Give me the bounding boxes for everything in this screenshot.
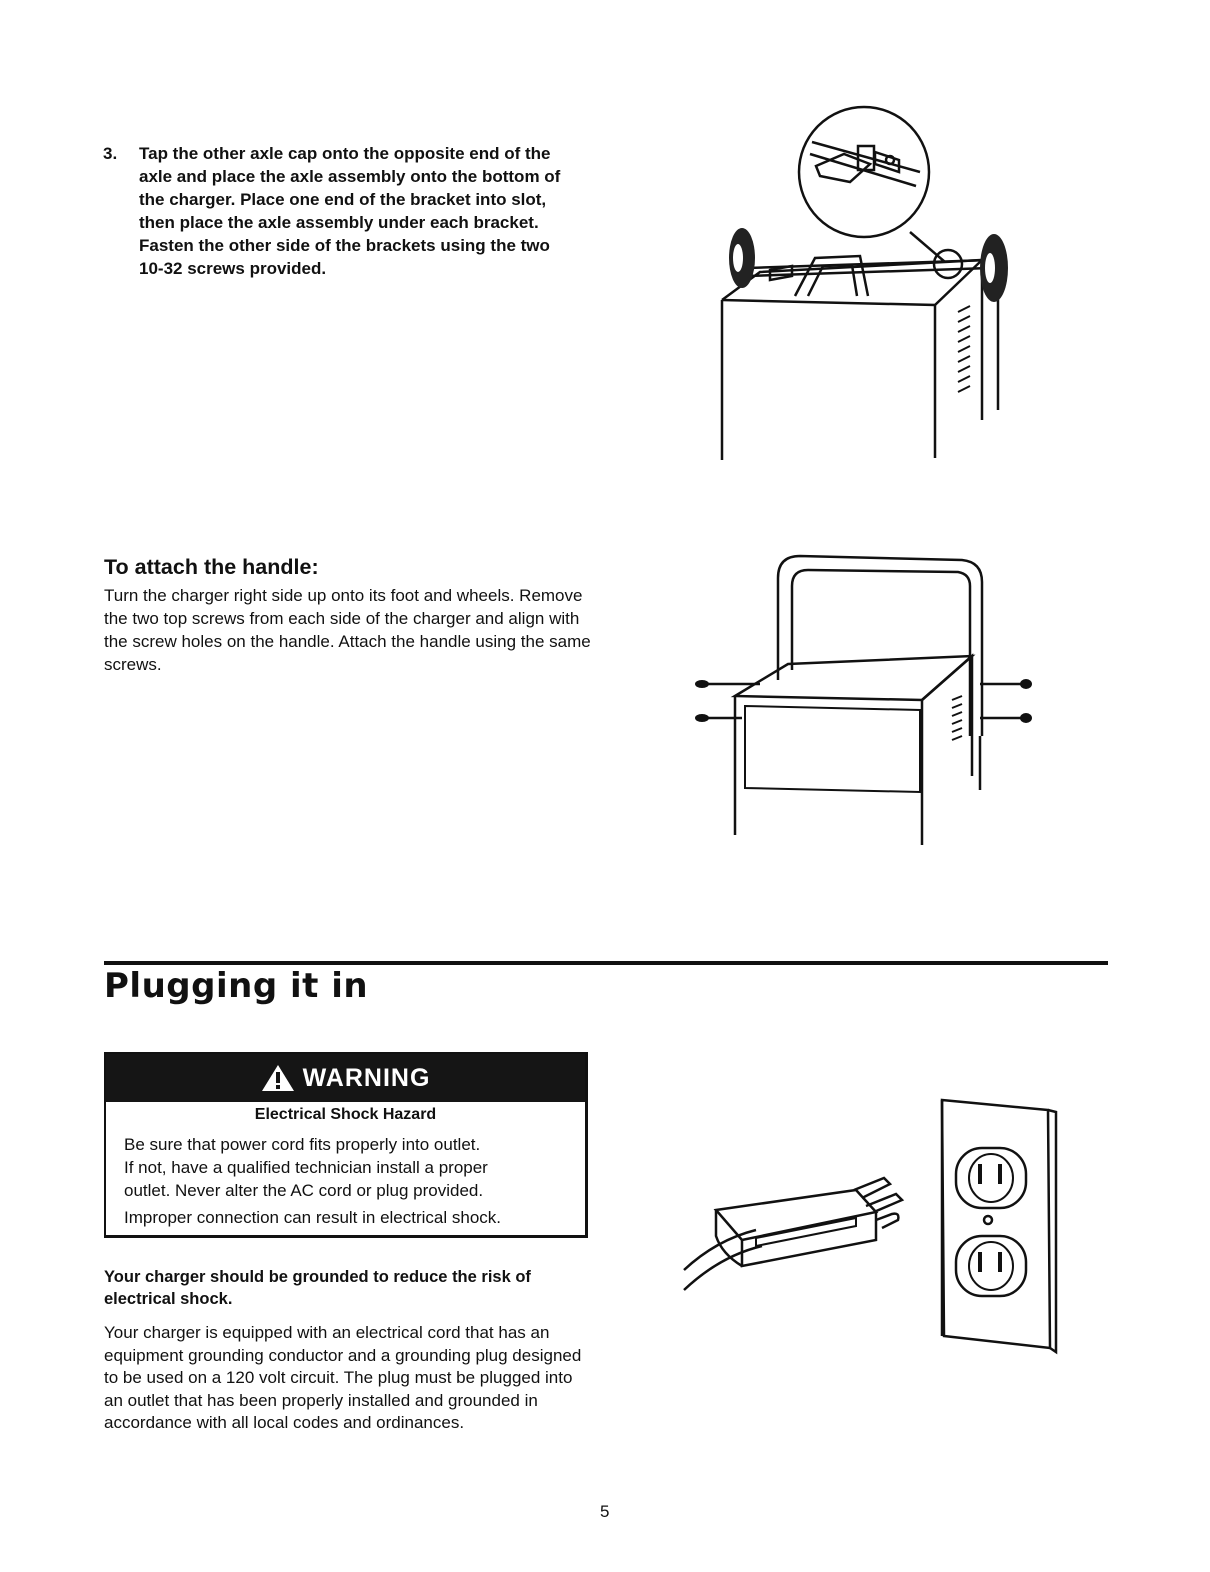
warning-box bbox=[104, 1052, 588, 1238]
section-divider bbox=[104, 961, 1108, 965]
step-number: 3. bbox=[103, 144, 118, 163]
warning-label: WARNING bbox=[302, 1063, 431, 1092]
axle-assembly-illustration bbox=[720, 100, 1020, 470]
handle-attachment-illustration bbox=[690, 550, 1050, 850]
section-title: Plugging it in bbox=[104, 966, 369, 1006]
plug-and-outlet-illustration bbox=[676, 1090, 1066, 1360]
warning-line: If not, have a qualified technician install a proper bbox=[124, 1158, 488, 1177]
screw-icon bbox=[695, 714, 709, 722]
handle-heading: To attach the handle: bbox=[104, 555, 319, 579]
handle-instructions: Turn the charger right side up onto its foot and wheels. Remove the two top screws from each side of the charger and align with the screw holes on the handle. Attach the handle using the same screws. bbox=[104, 586, 591, 674]
warning-triangle-icon bbox=[261, 1064, 295, 1092]
warning-banner bbox=[106, 1054, 585, 1102]
warning-subtitle: Electrical Shock Hazard bbox=[254, 1106, 437, 1123]
warning-line: Improper connection can result in electrical shock. bbox=[124, 1208, 502, 1227]
screw-icon bbox=[1020, 713, 1032, 723]
warning-line: outlet. Never alter the AC cord or plug provided. bbox=[124, 1181, 484, 1200]
step-text: Tap the other axle cap onto the opposite end of the axle and place the axle assembly onto the bottom of the charger. Place one end of the bracket into slot, then place the axle assembly under each bracket. Fasten the other side of the brackets using the two 10-32 screws provided. bbox=[139, 144, 561, 278]
grounding-heading: Your charger should be grounded to reduce the risk of electrical shock. bbox=[104, 1268, 531, 1308]
warning-text bbox=[124, 1133, 584, 1229]
warning-line: Be sure that power cord fits properly into outlet. bbox=[124, 1135, 481, 1154]
page-number: 5 bbox=[600, 1502, 610, 1521]
screw-icon bbox=[695, 680, 709, 688]
screw-icon bbox=[1020, 679, 1032, 689]
grounding-body: Your charger is equipped with an electrical cord that has an equipment grounding conductor and a grounding plug designed to be used on a 120 volt circuit. The plug must be plugged into an outlet that has been properly installed and grounded in accordance with all local codes and ordinances. bbox=[104, 1323, 582, 1432]
